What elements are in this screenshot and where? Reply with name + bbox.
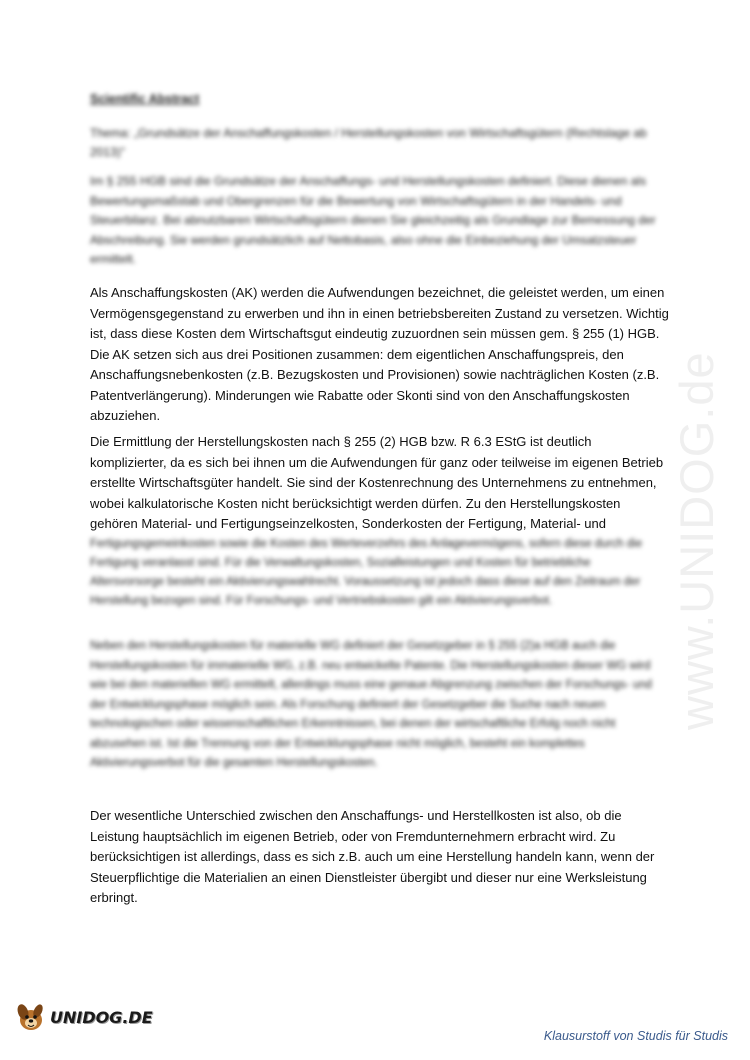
watermark <box>667 270 737 730</box>
footer-tagline: Klausurstoff von Studis für Studis <box>543 1029 728 1043</box>
paragraph-anschaffungskosten: Als Anschaffungskosten (AK) werden die Aufwendungen bezeichnet, die geleistet werden, um einen Vermögensgegenstand zu erwerben und ihn in einen betriebsbereiten Zustand zu versetzen. Wichtig ist, dass diese Kosten dem Wirtschaftsgut eindeutig zuzuordnen sein müssen gem. § 255 (1) HGB. Die AK setzen sich aus drei Positionen zusammen: dem eigentlichen Anschaffungspreis, den Anschaffungsnebenkosten (z.B. Bezugskosten und Provisionen) sowie nachträglichen Kosten (z.B. Patentverlängerung). Minderungen wie Rabatte oder Skonti sind von den Anschaffungskosten abzuziehen. <box>90 285 669 423</box>
paragraph-herstellungskosten-blurred: Fertigungsgemeinkosten sowie die Kosten des Werteverzehrs des Anlagevermögens, sofern diese durch die Fertigung veranlasst sind. Für die Verwaltungskosten, Sozialleistungen und Kosten für betriebliche Altersvorsorge besteht ein Aktivierungswahlrecht. Voraussetzung ist jedoch dass diese auf den Zeitraum der Herstellung bezogen sind. Für Forschungs- und Vertriebskosten gilt ein Aktivierungsverbot. <box>90 538 643 607</box>
unidog-logo[interactable] <box>14 1002 153 1032</box>
paragraph-unterschied: Der wesentliche Unterschied zwischen den Anschaffungs- und Herstellkosten ist also, ob die Leistung hauptsächlich im eigenen Betrieb, oder von Fremdunternehmern erbracht wird. Zu berücksichtigen ist allerdings, dass es sich z.B. auch um eine Herstellung handeln kann, wenn der Steuerpflichtige die Materialien an einen Dienstleister übergibt und dieser nur eine Werksleistung erbringt. <box>90 808 655 905</box>
logo-text: UNIDOG.DE <box>50 1007 153 1027</box>
abstract-title: Scientific Abstract <box>90 92 200 106</box>
paragraph-immaterielle-wg-blurred: Neben den Herstellungskosten für materielle WG definiert der Gesetzgeber in § 255 (2)a HGB auch die Herstellungskosten für immaterielle WG, z.B. neu entwickelte Patente. Die Herstellungskosten dieser WG wird wie bei den materiellen WG ermittelt, allerdings muss eine genaue Abgrenzung zwischen der Forschungs- und der Entwicklungsphase möglich sein. Als Forschung definiert der Gesetzgeber die Suche nach neuen technologischen oder wissenschaftlichen Erkenntnissen, bei denen der wirtschaftliche Erfolg noch nicht abzusehen ist. Ist die Trennung von der Entwicklungsphase nicht möglich, besteht ein komplettes Aktivierungsverbot für die gesamten Herstellungskosten. <box>90 640 652 769</box>
paragraph-1-blurred: Im § 255 HGB sind die Grundsätze der Anschaffungs- und Herstellungskosten definiert. Diese dienen als Bewertungsmaßstab und Obergrenzen für die Bewertung von Wirtschaftsgütern in der Handels- und Steuerbilanz. Bei abnutzbaren Wirtschaftsgütern dienen Sie gleichzeitig als Grundlage zur Bemessung der Abschreibung. Sie werden grundsätzlich auf Nettobasis, also ohne die Einbeziehung der Umsatzsteuer ermittelt. <box>90 174 656 266</box>
watermark-text: www.UNIDOG.de <box>670 351 723 730</box>
dog-icon <box>14 1001 48 1033</box>
paragraph-herstellungskosten: Die Ermittlung der Herstellungskosten nach § 255 (2) HGB bzw. R 6.3 EStG ist deutlich komplizierter, da es sich bei ihnen um die Aufwendungen für ganz oder teilweise im eigenen Betrieb erstellte Wirtschaftsgüter handelt. Sie sind der Kostenrechnung des Unternehmens zu entnehmen, wobei kalkulatorische Kosten nicht berücksichtigt werden dürfen. Zu den Herstellungskosten gehören Material- und Fertigungseinzelkosten, Sonderkosten der Fertigung, Material- und <box>90 434 664 531</box>
topic-line: Thema: „Grundsätze der Anschaffungskosten / Herstellungskosten von Wirtschaftsgütern (Rechtslage ab 2013)" <box>90 126 647 159</box>
